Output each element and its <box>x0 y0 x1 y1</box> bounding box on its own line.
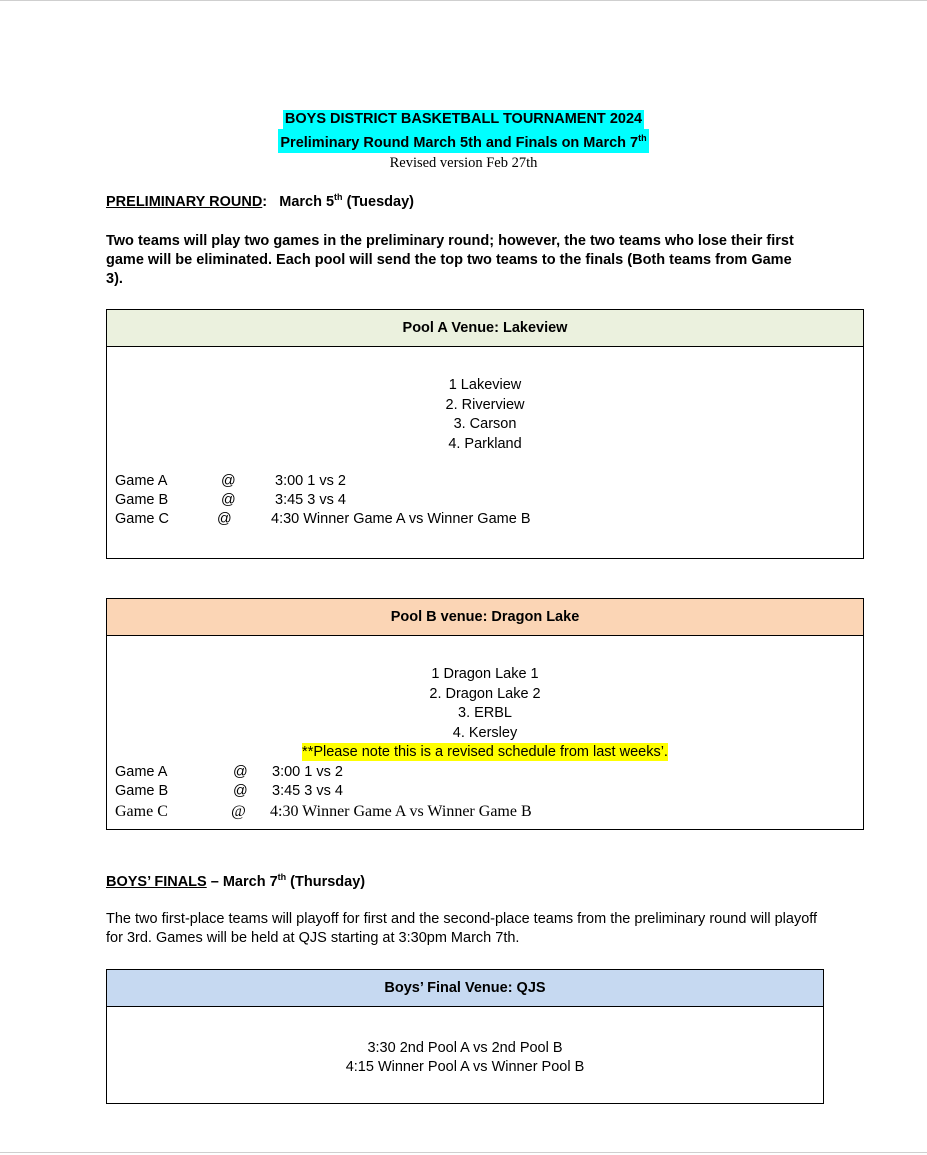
game-detail: 3:00 1 vs 2 <box>272 763 343 780</box>
pool-b-game-row <box>115 801 863 823</box>
finals-game: 4:15 Winner Pool A vs Winner Pool B <box>345 1059 585 1075</box>
game-label: Game C <box>115 802 168 820</box>
pool-a-teams <box>107 347 863 454</box>
game-label: Game B <box>115 782 169 799</box>
finals-header: Boys’ Final Venue: QJS <box>107 970 823 1007</box>
pool-a-header: Pool A Venue: Lakeview <box>107 310 863 347</box>
pool-b-game-row <box>115 763 863 782</box>
pool-b-team: 2. Dragon Lake 2 <box>429 685 541 702</box>
tournament-subtitle <box>278 129 648 153</box>
at-sign: @ <box>217 511 232 527</box>
game-detail: 4:30 Winner Game A vs Winner Game B <box>270 802 532 820</box>
finals-games <box>107 1007 823 1077</box>
at-sign: @ <box>233 782 248 799</box>
finals-game: 3:30 2nd Pool A vs 2nd Pool B <box>367 1040 563 1056</box>
pool-b-team: 4. Kersley <box>452 724 518 741</box>
finals-heading-label: BOYS’ FINALS <box>106 873 207 890</box>
game-label: Game A <box>115 763 168 780</box>
subtitle-text: Preliminary Round March 5th and Finals on March 7 <box>280 134 639 151</box>
revised-schedule-note: **Please note this is a revised schedule from last weeks’. <box>302 744 668 760</box>
pool-a-game-row <box>115 510 863 529</box>
at-sign: @ <box>231 802 246 820</box>
finals-heading <box>106 872 365 890</box>
prelim-day: (Tuesday) <box>342 193 414 210</box>
pool-b-header: Pool B venue: Dragon Lake <box>107 599 863 636</box>
game-label: Game C <box>115 511 169 527</box>
pool-b-team: 1 Dragon Lake 1 <box>431 666 539 682</box>
at-sign: @ <box>221 492 236 508</box>
prelim-heading-label: PRELIMINARY ROUND <box>106 193 263 210</box>
pool-b-game-row <box>115 782 863 801</box>
finals-date: – March 7 <box>206 873 278 890</box>
pool-b-team: 3. ERBL <box>458 705 512 721</box>
finals-day: (Thursday) <box>286 873 366 890</box>
prelim-description: Two teams will play two games in the preliminary round; however, the two teams who lose their first game will be eliminated. Each pool will send the top two teams to the finals (Both teams from Game 3). <box>106 233 794 287</box>
pool-a-box <box>106 309 864 559</box>
finals-description: The two first-place teams will playoff for first and the second-place teams from the preliminary round will playoff for 3rd. Games will be held at QJS starting at 3:30pm March 7th. <box>106 911 818 946</box>
game-detail: 3:45 3 vs 4 <box>272 782 343 799</box>
page-border-top <box>0 0 927 1</box>
prelim-heading <box>106 192 414 210</box>
finals-box <box>106 969 824 1104</box>
game-detail: 3:00 1 vs 2 <box>275 473 346 489</box>
pool-a-game-row <box>115 491 863 510</box>
document-header <box>0 110 927 173</box>
prelim-date-sup: th <box>334 192 343 202</box>
at-sign: @ <box>233 763 248 780</box>
revised-note: Revised version Feb 27th <box>389 154 538 171</box>
pool-a-team: 1 Lakeview <box>448 377 522 393</box>
pool-a-game-row <box>115 472 863 491</box>
prelim-date: March 5 <box>279 193 335 210</box>
game-label: Game B <box>115 492 169 508</box>
at-sign: @ <box>221 473 236 489</box>
tournament-title: BOYS DISTRICT BASKETBALL TOURNAMENT 2024 <box>284 111 643 127</box>
prelim-colon: : <box>262 193 268 210</box>
page-border-bottom <box>0 1152 927 1153</box>
game-detail: 3:45 3 vs 4 <box>275 492 346 508</box>
pool-a-team: 3. Carson <box>453 416 517 432</box>
pool-a-team: 2. Riverview <box>445 396 525 413</box>
pool-a-team: 4. Parkland <box>448 435 522 452</box>
subtitle-sup: th <box>638 133 647 143</box>
pool-b-teams <box>107 636 863 763</box>
game-detail: 4:30 Winner Game A vs Winner Game B <box>271 511 531 527</box>
pool-b-games <box>107 763 863 823</box>
game-label: Game A <box>115 473 168 489</box>
finals-date-sup: th <box>277 872 287 882</box>
pool-a-games <box>107 472 863 529</box>
pool-b-box <box>106 598 864 830</box>
